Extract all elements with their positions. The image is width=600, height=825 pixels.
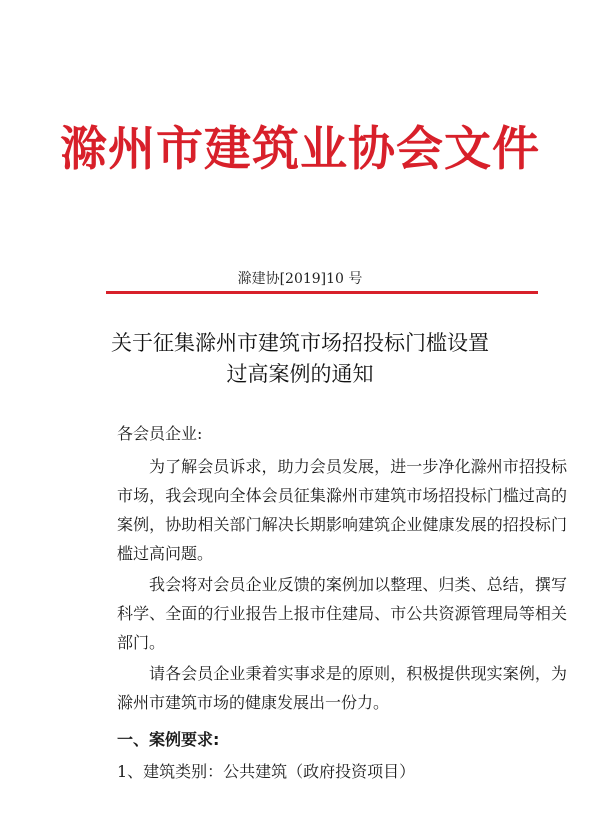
- red-divider-line: [106, 291, 538, 294]
- list-item-building-category: 1、建筑类别：公共建筑（政府投资项目）: [117, 762, 416, 781]
- body-paragraph-1: 为了解会员诉求，助力会员发展，进一步净化滁州市招投标市场，我会现向全体会员征集滁州市建筑市场招投标门槛过高的案例，协助相关部门解决长期影响建筑企业健康发展的招投标门槛过高问题。: [117, 457, 567, 563]
- document-number: 滁建协[2019]10 号: [237, 271, 363, 287]
- notice-title-line-1: 关于征集滁州市建筑市场招投标门槛设置: [111, 331, 489, 355]
- body-paragraph-3: 请各会员企业秉着实事求是的原则，积极提供现实案例，为滁州市建筑市场的健康发展出一份力。: [117, 664, 567, 712]
- document-masthead: 滁州市建筑业协会文件: [60, 122, 540, 177]
- notice-title-line-2: 过高案例的通知: [226, 362, 374, 386]
- section-heading-case-requirements: 一、案例要求:: [117, 730, 220, 749]
- salutation: 各会员企业:: [117, 424, 203, 443]
- body-paragraph-2: 我会将对会员企业反馈的案例加以整理、归类、总结，撰写科学、全面的行业报告上报市住建局、市公共资源管理局等相关部门。: [117, 575, 567, 652]
